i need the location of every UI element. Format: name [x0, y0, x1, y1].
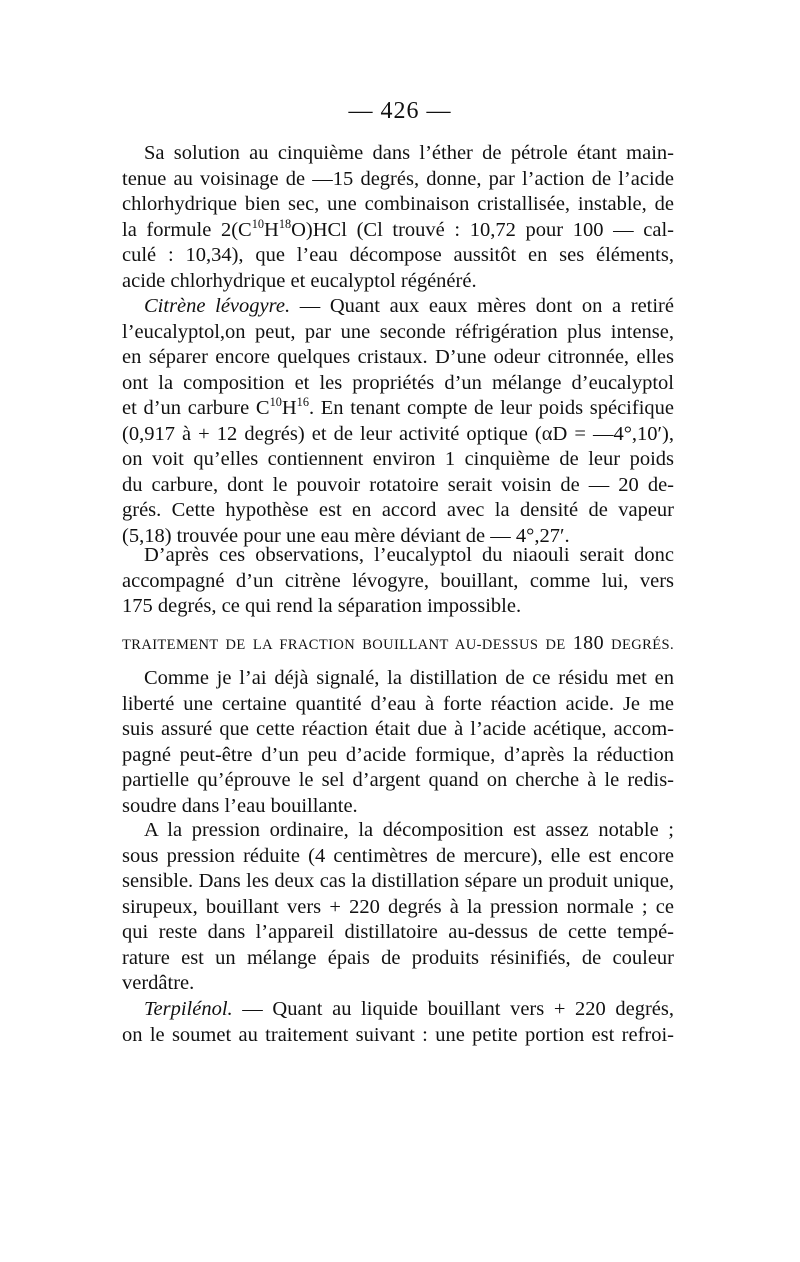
page-number: — 426 — — [348, 98, 452, 124]
text-line: accompagné d’un citrène lévogyre, bouillant, comme lui, vers — [122, 569, 674, 592]
text-line: tenue au voisinage de —15 degrés, donne, par l’action de l’acide — [122, 167, 674, 190]
text-line: du carbure, dont le pouvoir rotatoire serait voisin de — 20 de- — [122, 473, 674, 496]
text-line: l’eucalyptol,on peut, par une seconde réfrigération plus intense, — [122, 320, 674, 343]
text-line: culé : 10,34), que l’eau décompose aussitôt en ses éléments, — [122, 244, 674, 266]
text-line: partielle qu’éprouve le sel d’argent quand on cherche à le redis- — [122, 769, 674, 791]
text-line: D’après ces observations, l’eucalyptol du niaouli serait donc — [144, 544, 674, 566]
text-line: pagné peut-être d’un peu d’acide formique, d’après la réduction — [122, 743, 674, 766]
text-line: Terpilénol. — Quant au liquide bouillant vers + 220 degrés, — [144, 998, 674, 1020]
text-line: sous pression réduite (4 centimètres de mercure), elle est encore — [122, 844, 674, 867]
text-line: 175 degrés, ce qui rend la séparation impossible. — [122, 595, 522, 617]
subsection-title: Terpilénol. — [144, 998, 233, 1020]
text-line: A la pression ordinaire, la décomposition est assez notable ; — [144, 819, 674, 841]
text-line: sirupeux, bouillant vers + 220 degrés à la pression normale ; ce — [122, 895, 674, 918]
text-line: Comme je l’ai déjà signalé, la distillation de ce résidu met en — [144, 667, 674, 689]
text-line-formula: la formule $2(C^{10}H^{18}O)HCl$ (Cl trouvé : 10,72 pour 100 — cal- — [122, 216, 674, 241]
text-line: (5,18) trouvée pour une eau mère déviant de — 4°,27′. — [122, 524, 570, 547]
text-line: Citrène lévogyre. — Quant aux eaux mères dont on a retiré — [144, 295, 674, 317]
subsection-title: Citrène lévogyre. — [144, 295, 291, 317]
text-line: rature est un mélange épais de produits résinifiés, de couleur — [122, 946, 674, 969]
section-heading: TRAITEMENT DE LA FRACTION BOUILLANT AU-DESSUS DE 180 DEGRÉS. — [122, 632, 674, 654]
text-line: qui reste dans l’appareil distillatoire au-dessus de cette tempé- — [122, 921, 674, 943]
text-line: sensible. Dans les deux cas la distillation sépare un produit unique, — [122, 870, 674, 892]
text-line: soudre dans l’eau bouillante. — [122, 794, 358, 817]
paragraph-citrene-levogyre — [122, 294, 674, 549]
text-line: grés. Cette hypothèse est en accord avec la densité de vapeur — [122, 499, 674, 521]
text-line: liberté une certaine quantité d’eau à forte réaction acide. Je me — [122, 692, 674, 715]
text-line: ont la composition et les propriétés d’un mélange d’eucalyptol — [122, 371, 674, 394]
text-line: on voit qu’elles contiennent environ 1 cinquième de leur poids — [122, 448, 674, 470]
text-line: en séparer encore quelques cristaux. D’une odeur citronnée, elles — [122, 346, 674, 368]
text-line: Sa solution au cinquième dans l’éther de pétrole étant main- — [144, 142, 674, 164]
text-line: verdâtre. — [122, 972, 195, 994]
paragraph-conclusion — [122, 543, 674, 620]
text-line: on le soumet au traitement suivant : une petite portion est refroi- — [122, 1023, 674, 1046]
text-line-formula: et d’un carbure $C^{10}H^{16}$. En tenant compte de leur poids spécifique — [122, 395, 674, 419]
text-line: chlorhydrique bien sec, une combinaison cristallisée, instable, de — [122, 193, 674, 215]
text-line: (0,917 à + 12 degrés) et de leur activité optique (αD = —4°,10′), — [122, 422, 674, 445]
paragraph-ether-solution — [122, 141, 674, 294]
text-line: acide chlorhydrique et eucalyptol régénéré. — [122, 269, 477, 292]
text-line: suis assuré que cette réaction était due à l’acide acétique, accom- — [122, 718, 674, 740]
paragraph-terpilenol — [122, 997, 674, 1048]
paragraph-pressure — [122, 818, 674, 997]
paragraph-distillation — [122, 666, 674, 819]
